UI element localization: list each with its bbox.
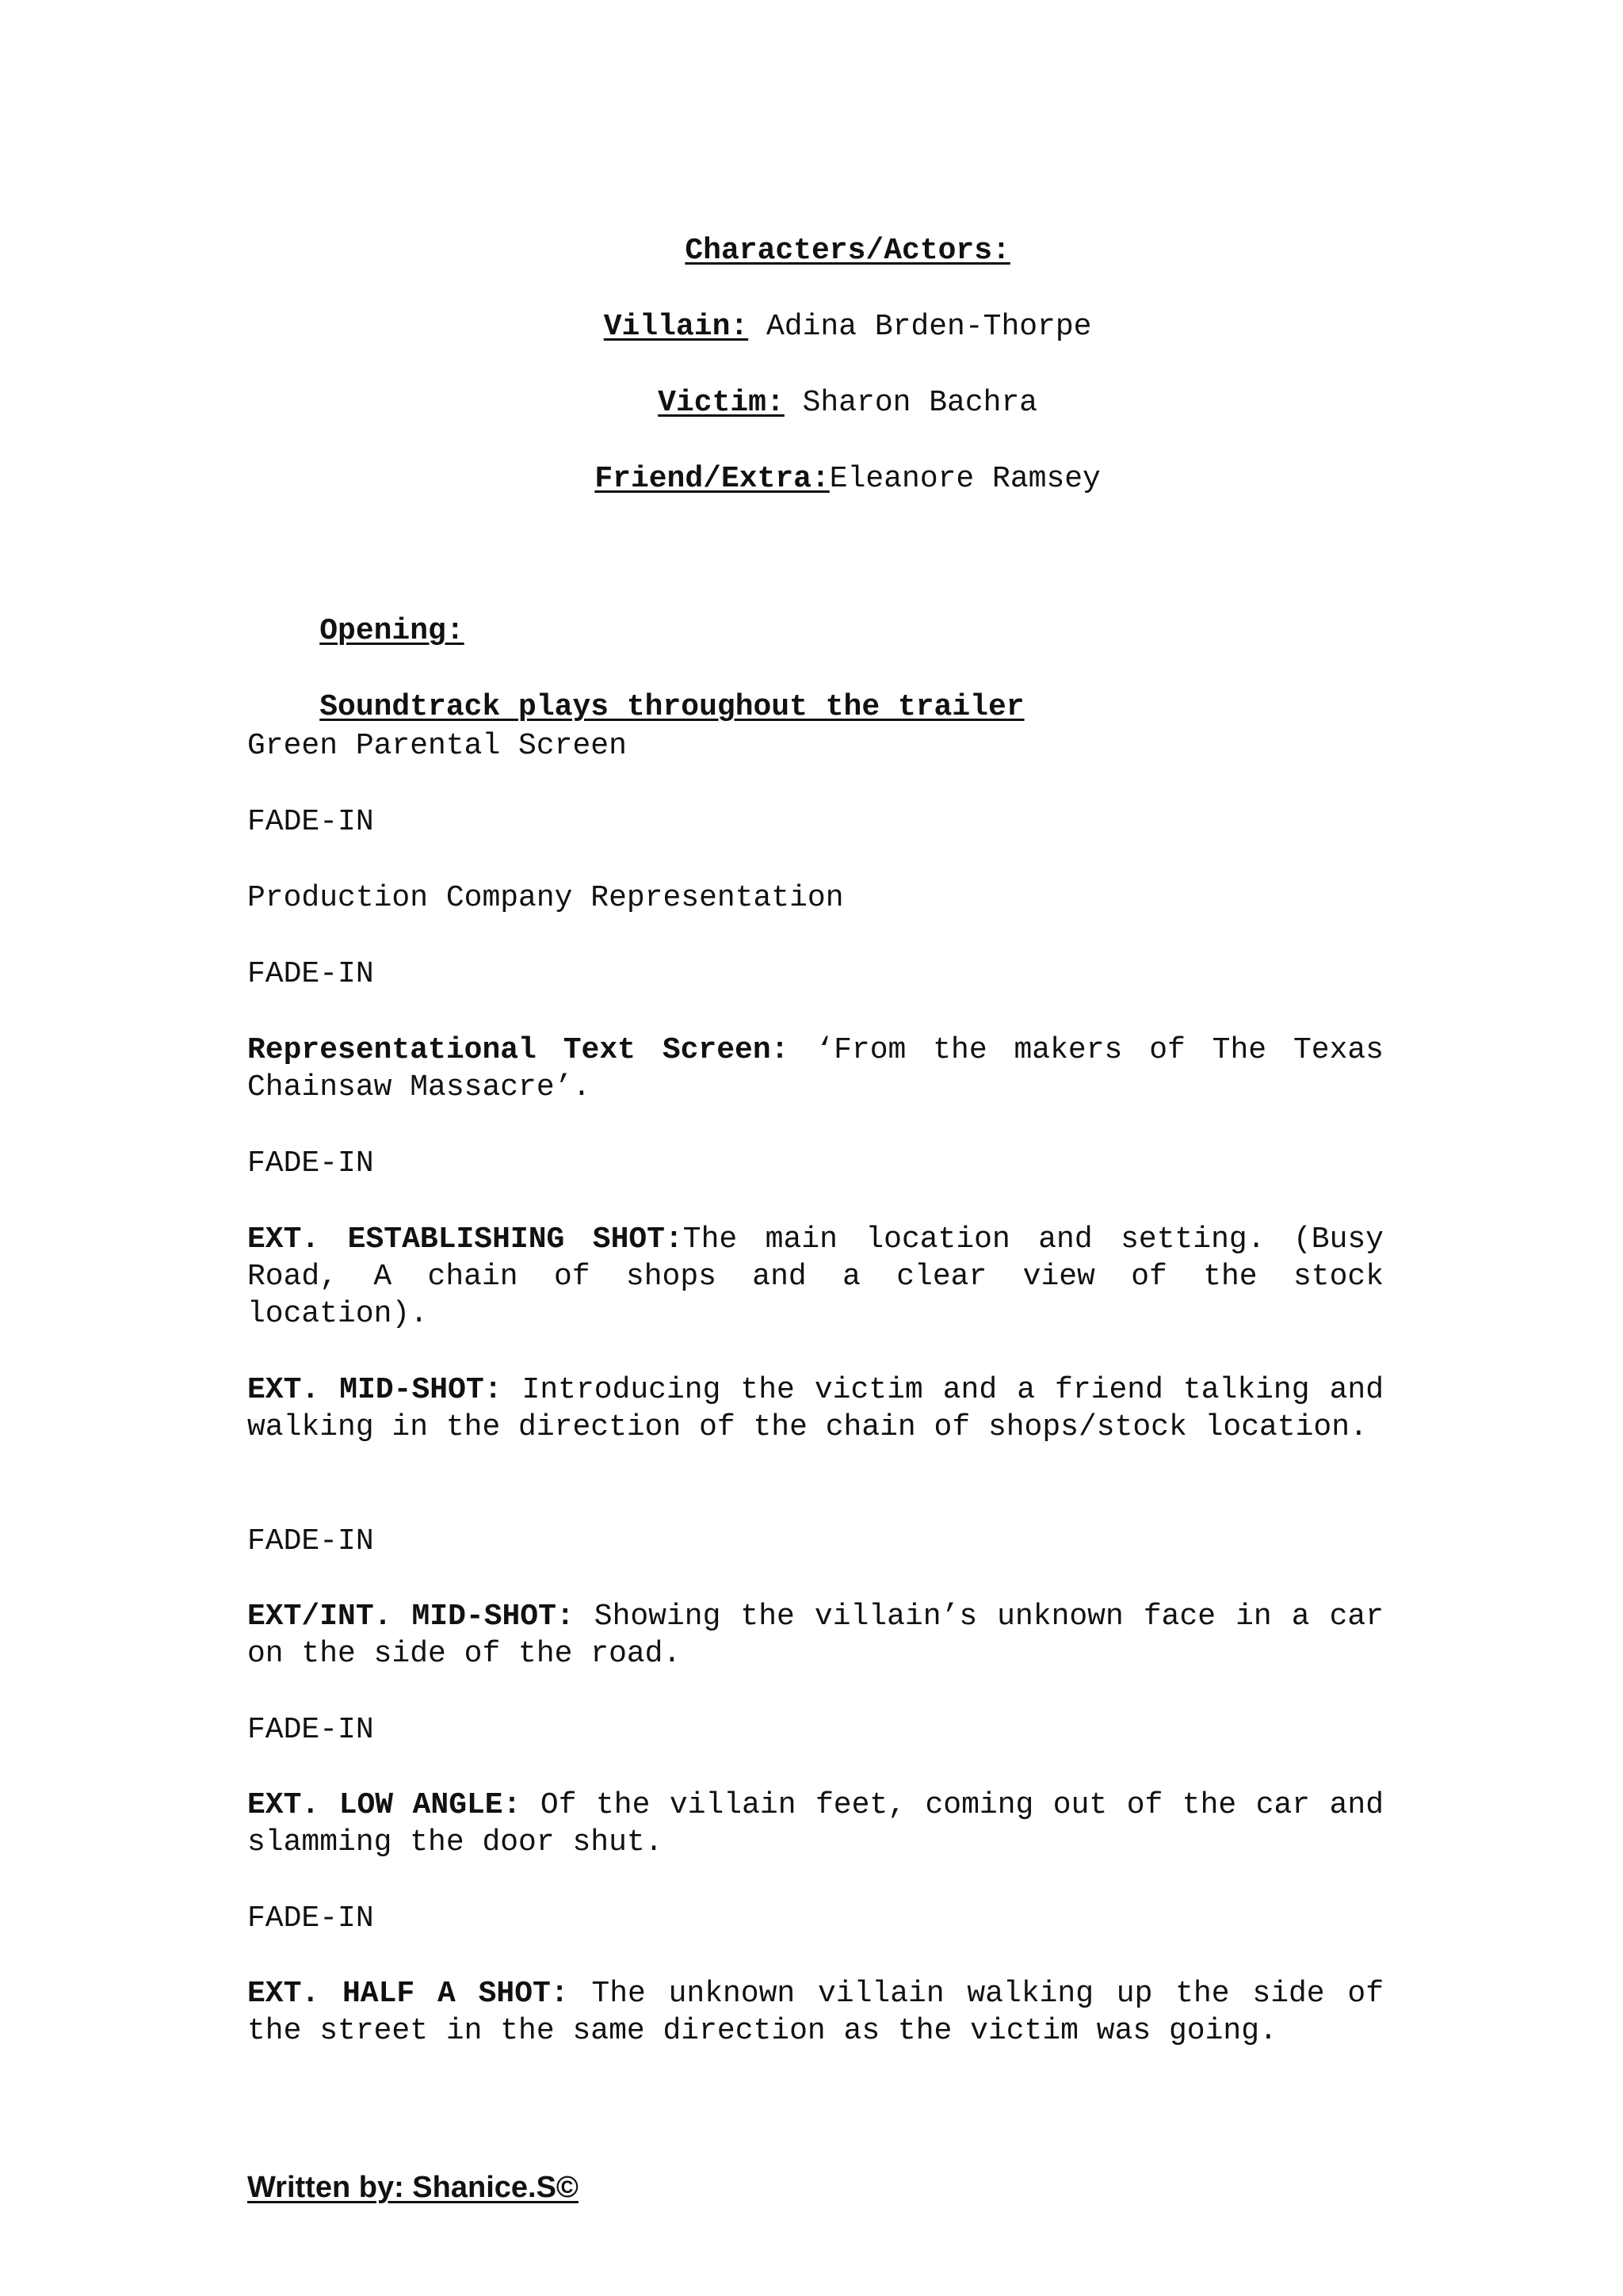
scene-extint-body: Showing the villain’s unknown face in a car on the side of the road. (247, 1600, 1384, 1671)
friend-line (0, 423, 1623, 535)
victim-label: Victim: (658, 386, 785, 420)
fade-in-1: FADE-IN (247, 805, 374, 839)
scene-text-screen-label: Representational Text Screen: (247, 1033, 789, 1067)
victim-name: Sharon Bachra (784, 386, 1038, 420)
fade-in-5: FADE-IN (247, 1713, 374, 1747)
scene-establishing-label: EXT. ESTABLISHING SHOT: (247, 1222, 683, 1257)
scene-midshot-label: EXT. MID-SHOT: (247, 1373, 502, 1407)
scene-establishing (247, 1221, 1384, 1333)
scene-midshot-body: Introducing the victim and a friend talking and walking in the direction of the chain of shops/stock location. (247, 1373, 1384, 1444)
scene-lowangle-label: EXT. LOW ANGLE: (247, 1788, 521, 1822)
scene-halfshot-label: EXT. HALF A SHOT: (247, 1977, 569, 2011)
fade-in-3: FADE-IN (247, 1146, 374, 1180)
villain-name: Adina Brden-Thorpe (748, 310, 1092, 344)
fade-in-2: FADE-IN (247, 957, 374, 991)
soundtrack-heading: Soundtrack plays throughout the trailer (319, 690, 1025, 724)
production-line: Production Company Representation (247, 881, 844, 915)
villain-label: Villain: (603, 310, 749, 344)
scene-text-screen-body: ‘From the makers of The Texas Chainsaw Massacre’. (247, 1033, 1384, 1104)
friend-name: Eleanore Ramsey (829, 462, 1101, 496)
cast-title: Characters/Actors: (685, 234, 1010, 268)
fade-in-4: FADE-IN (247, 1524, 374, 1558)
fade-in-6: FADE-IN (247, 1901, 374, 1936)
footer-credit: Written by: Shanice.S© (247, 2171, 579, 2204)
scene-lowangle (247, 1787, 1384, 1861)
scene-establishing-body: The main location and setting. (Busy Road, A chain of shops and a clear view of the stock location). (247, 1222, 1384, 1331)
scene-halfshot-body: The unknown villain walking up the side of the street in the same direction as the victim was going. (247, 1977, 1384, 2048)
scene-halfshot (247, 1975, 1384, 2050)
green-screen-line: Green Parental Screen (247, 729, 627, 763)
scene-lowangle-body: Of the villain feet, coming out of the car and slamming the door shut. (247, 1788, 1384, 1859)
opening-heading: Opening: (319, 614, 464, 648)
scene-text-screen (247, 1032, 1384, 1106)
scene-midshot (247, 1371, 1384, 1446)
friend-label: Friend/Extra: (594, 462, 830, 496)
scene-extint-label: EXT/INT. MID-SHOT: (247, 1600, 575, 1634)
scene-extint (247, 1598, 1384, 1672)
